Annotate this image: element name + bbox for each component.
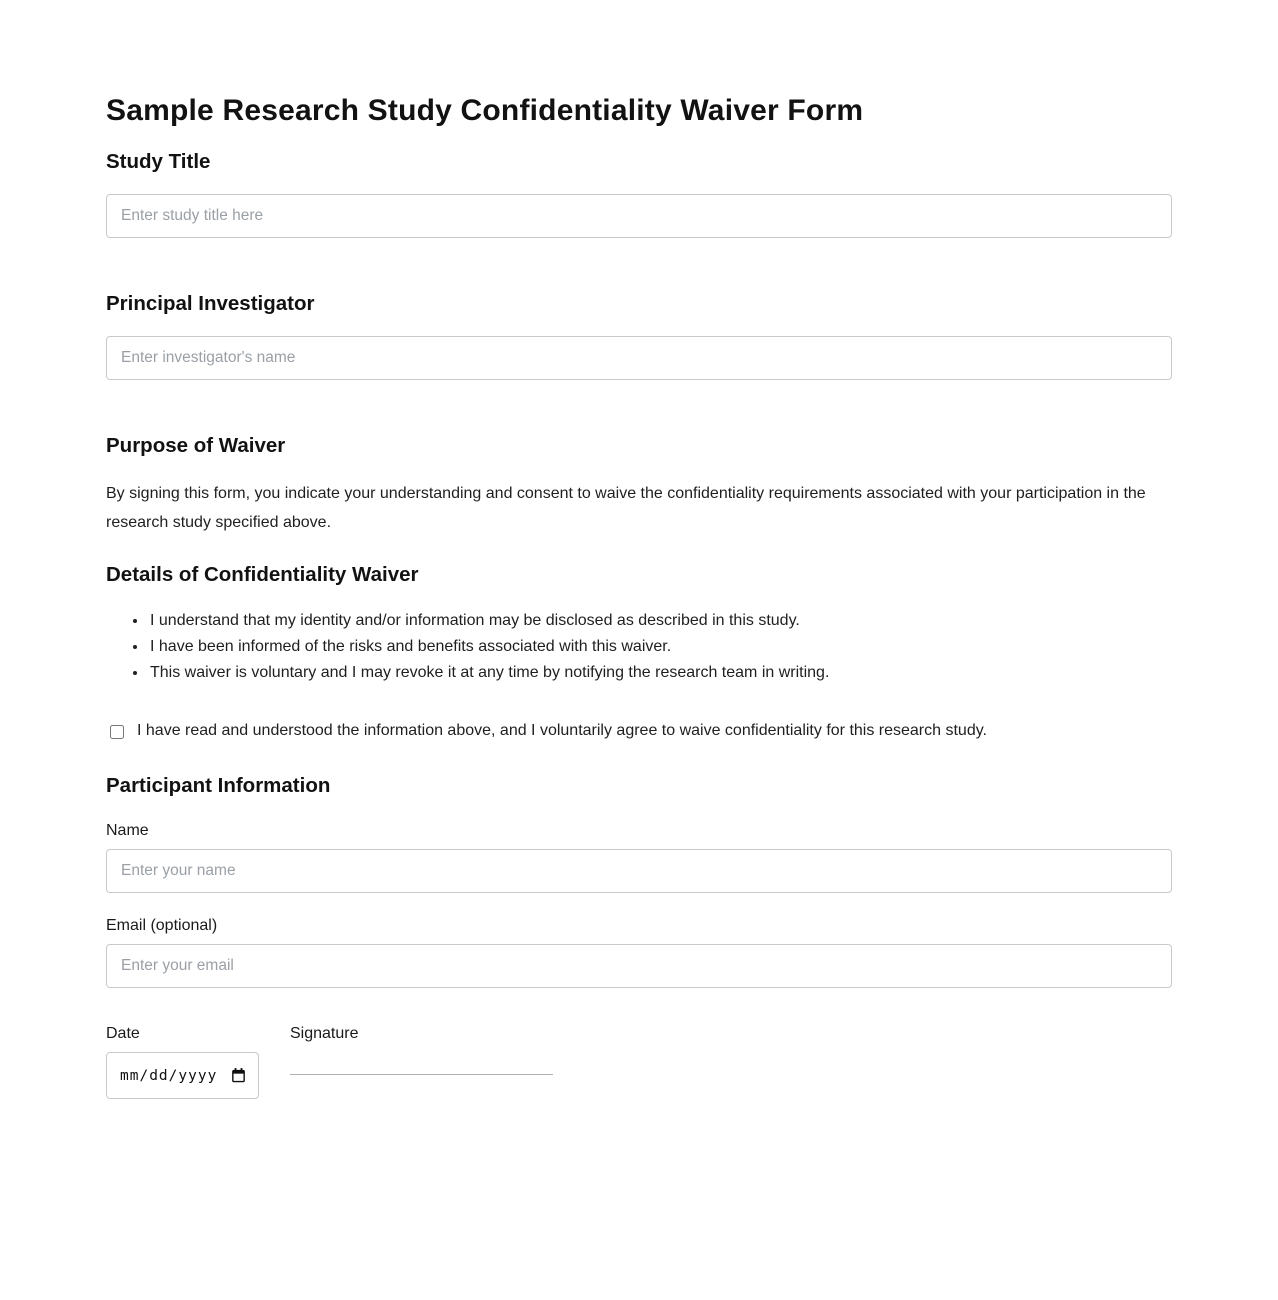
name-field: [106, 819, 1172, 893]
signature-line[interactable]: [290, 1052, 553, 1075]
purpose-text: By signing this form, you indicate your understanding and consent to waive the confidentiality requirements associated with your participation in the research study specified above.: [106, 485, 1146, 531]
section-participant-information: [106, 772, 1172, 1099]
date-input[interactable]: [106, 1052, 259, 1099]
study-title-heading: Study Title: [106, 150, 211, 173]
date-value: mm/dd/yyyy: [120, 1067, 218, 1084]
email-field: [106, 914, 1172, 988]
consent-checkbox[interactable]: [110, 725, 124, 739]
date-label: Date: [106, 1025, 140, 1042]
consent-label[interactable]: I have read and understood the information above, and I voluntarily agree to waive confidentiality for this research study.: [137, 722, 987, 739]
purpose-heading: Purpose of Waiver: [106, 434, 286, 457]
date-field: [106, 1022, 259, 1099]
email-input[interactable]: [106, 944, 1172, 988]
section-waiver-details: [106, 561, 1172, 686]
name-label: Name: [106, 822, 149, 839]
principal-investigator-heading: Principal Investigator: [106, 292, 315, 315]
consent-row: [106, 719, 1172, 743]
date-signature-row: [106, 1022, 1172, 1099]
name-input[interactable]: [106, 849, 1172, 893]
waiver-detail-item: • This waiver is voluntary and I may revoke it at any time by notifying the research team in writing.: [148, 660, 1172, 686]
study-title-input[interactable]: [106, 194, 1172, 238]
waiver-details-list: [106, 608, 1172, 686]
email-label: Email (optional): [106, 917, 218, 934]
waiver-detail-item: • I understand that my identity and/or information may be disclosed as described in this study.: [148, 608, 1172, 634]
waiver-detail-item: • I have been informed of the risks and benefits associated with this waiver.: [148, 634, 1172, 660]
signature-field: [290, 1022, 553, 1075]
details-heading: Details of Confidentiality Waiver: [106, 563, 419, 586]
calendar-icon[interactable]: [230, 1067, 247, 1084]
signature-label: Signature: [290, 1025, 359, 1042]
section-study-title: [106, 148, 1172, 238]
section-purpose-of-waiver: [106, 432, 1172, 537]
participant-information-heading: Participant Information: [106, 774, 331, 797]
investigator-name-input[interactable]: [106, 336, 1172, 380]
section-principal-investigator: [106, 290, 1172, 380]
page-title: Sample Research Study Confidentiality Waiver Form: [106, 94, 864, 127]
